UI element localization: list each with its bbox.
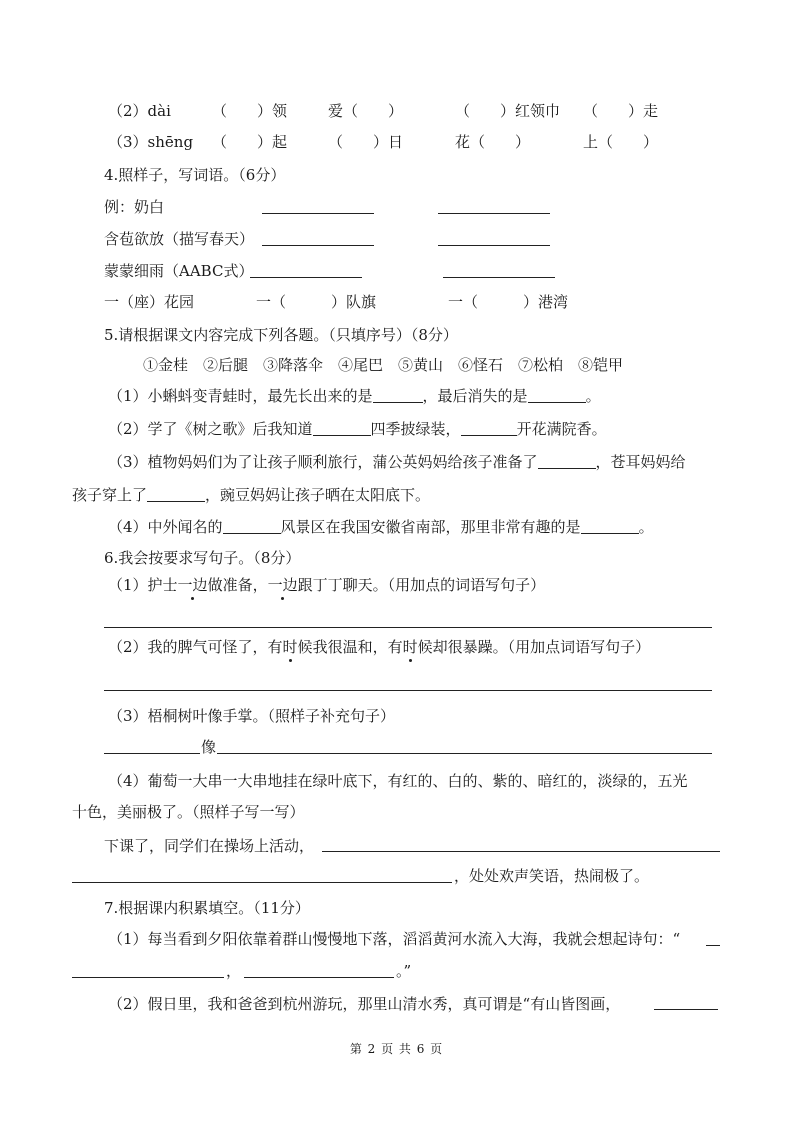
q5-s2-blank-2[interactable] bbox=[461, 421, 517, 436]
q5-s1-text-a: （1）小蝌蚪变青蛙时，最先长出来的是 bbox=[108, 387, 373, 405]
q4-line3c: 一（ ）港湾 bbox=[448, 293, 569, 311]
q5-s1-blank-1[interactable] bbox=[373, 388, 423, 403]
q5-s1-text-b: ，最后消失的是 bbox=[422, 387, 528, 405]
q6-s4-line1: （4）葡萄一大串一大串地挂在绿叶底下，有红的、白的、紫的、暗红的，淡绿的，五光 bbox=[108, 772, 688, 790]
q6-s2-dotted-2: 有时候 bbox=[387, 638, 433, 656]
q5-s2-text-c: 开花满院香。 bbox=[516, 420, 607, 438]
q3-row3-a: （ ）起 bbox=[212, 133, 288, 151]
q4-blank-3[interactable] bbox=[262, 244, 374, 246]
q6-s2-text-e: 却很暴躁。（用加点词语写句子） bbox=[432, 638, 651, 656]
q7-s2-line1: （2）假日里，我和爸爸到杭州游玩，那里山清水秀，真可谓是“有山皆图画， bbox=[108, 995, 621, 1013]
q6-s1-dotted-2: 一边 bbox=[267, 576, 298, 594]
q3-row3-c: 花（ ） bbox=[455, 133, 531, 151]
q5-s3-line2 bbox=[72, 484, 430, 506]
q6-s2-dotted-1: 有时候 bbox=[267, 638, 313, 656]
q7-s1-blank-2[interactable] bbox=[244, 976, 394, 978]
q6-s1 bbox=[108, 574, 545, 596]
q7-title: 7.根据课内积累填空。（11分） bbox=[104, 899, 310, 917]
q5-s2 bbox=[108, 418, 607, 440]
q7-s1-blank-1[interactable] bbox=[72, 976, 224, 978]
q5-s4-blank-2[interactable] bbox=[581, 519, 639, 534]
q6-s2-text-c: 我很温和， bbox=[312, 638, 388, 656]
q5-s3-text-c: 孩子穿上了 bbox=[72, 486, 148, 504]
q5-s3-line1 bbox=[108, 451, 686, 473]
q6-s1-dotted-1: 一边 bbox=[177, 576, 208, 594]
q3-row3-b: （ ）日 bbox=[328, 133, 404, 151]
q4-example: 例：奶白 bbox=[104, 198, 165, 216]
q4-blank-1[interactable] bbox=[262, 212, 374, 214]
q5-s3-text-a: （3）植物妈妈们为了让孩子顺利旅行，蒲公英妈妈给孩子准备了 bbox=[108, 453, 538, 471]
q6-s4-blank-1[interactable] bbox=[322, 850, 720, 852]
q4-line1: 含苞欲放（描写春天） bbox=[104, 230, 255, 248]
q6-s2-answer-line[interactable] bbox=[104, 689, 712, 691]
q5-s3-blank-1[interactable] bbox=[538, 454, 596, 469]
q4-line2: 蒙蒙细雨（AABC式） bbox=[104, 262, 254, 280]
q4-line3b: 一（ ）队旗 bbox=[256, 293, 377, 311]
q7-s1-line1: （1）每当看到夕阳依靠着群山慢慢地下落，滔滔黄河水流入大海，我就会想起诗句：“ bbox=[108, 930, 681, 948]
q5-s2-text-b: 四季披绿装， bbox=[370, 420, 461, 438]
page-footer: 第 2 页 共 6 页 bbox=[349, 1042, 444, 1056]
q6-s3-blank-1[interactable] bbox=[104, 752, 200, 754]
q6-s1-text-a: （1）护士 bbox=[108, 576, 178, 594]
q4-blank-5[interactable] bbox=[250, 276, 362, 278]
q5-s4-text-b: 风景区在我国安徽省南部，那里非常有趣的是 bbox=[280, 518, 581, 536]
q5-s1-text-c: 。 bbox=[585, 387, 601, 405]
q5-s4-blank-1[interactable] bbox=[223, 519, 281, 534]
q3-row2-d: （ ）走 bbox=[583, 102, 659, 120]
q4-blank-4[interactable] bbox=[438, 244, 550, 246]
q5-s4 bbox=[108, 516, 654, 538]
q5-s1 bbox=[108, 385, 601, 407]
q3-row2-c: （ ）红领巾 bbox=[455, 102, 561, 120]
q7-s1-comma: ， bbox=[226, 962, 242, 980]
q6-s3-blank-2[interactable] bbox=[217, 752, 712, 754]
q6-s2 bbox=[108, 636, 650, 658]
q5-s3-text-b: ，苍耳妈妈给 bbox=[595, 453, 686, 471]
q6-s3: （3）梧桐树叶像手掌。（照样子补充句子） bbox=[108, 707, 396, 725]
q5-s2-blank-1[interactable] bbox=[313, 421, 371, 436]
q6-s1-answer-line[interactable] bbox=[104, 626, 712, 628]
q6-s4-blank-2[interactable] bbox=[72, 881, 452, 883]
q7-s1-blank-0[interactable] bbox=[706, 944, 720, 946]
q3-row3-label: （3）shēng bbox=[108, 133, 194, 151]
q5-options: ①金桂 ②后腿 ③降落伞 ④尾巴 ⑤黄山 ⑥怪石 ⑦松柏 ⑧铠甲 bbox=[143, 356, 624, 374]
q6-s4-line2: 十色，美丽极了。（照样子写一写） bbox=[72, 803, 305, 821]
q5-s3-blank-2[interactable] bbox=[147, 487, 205, 502]
q5-s2-text-a: （2）学了《树之歌》后我知道 bbox=[108, 420, 313, 438]
q7-s2-blank-1[interactable] bbox=[654, 1008, 718, 1010]
q6-s2-text-a: （2）我的脾气可怪了， bbox=[108, 638, 268, 656]
q3-row3-d: 上（ ） bbox=[583, 133, 659, 151]
q5-s1-blank-2[interactable] bbox=[528, 388, 586, 403]
q3-row2-b: 爱（ ） bbox=[328, 102, 404, 120]
q5-s4-text-a: （4）中外闻名的 bbox=[108, 518, 223, 536]
q4-blank-6[interactable] bbox=[443, 276, 555, 278]
q7-s1-end: 。” bbox=[396, 962, 412, 980]
q6-s3-xiang: 像 bbox=[201, 738, 217, 756]
q3-row2-a: （ ）领 bbox=[212, 102, 288, 120]
q5-s4-text-c: 。 bbox=[638, 518, 654, 536]
q5-title: 5.请根据课文内容完成下列各题。（只填序号）（8分） bbox=[104, 326, 458, 344]
q4-blank-2[interactable] bbox=[438, 212, 550, 214]
q6-s1-text-e: 跟丁丁聊天。（用加点的词语写句子） bbox=[297, 576, 546, 594]
q6-s4-line3: 下课了，同学们在操场上活动， bbox=[104, 837, 315, 855]
q6-s4-line4: ，处处欢声笑语，热闹极了。 bbox=[454, 867, 650, 885]
q6-s1-text-c: 做准备， bbox=[207, 576, 268, 594]
q4-title: 4.照样子，写词语。（6分） bbox=[104, 166, 286, 184]
q4-line3a: 一（座）花园 bbox=[104, 293, 195, 311]
q6-title: 6.我会按要求写句子。（8分） bbox=[104, 549, 301, 567]
q5-s3-text-d: ，豌豆妈妈让孩子晒在太阳底下。 bbox=[205, 486, 431, 504]
q3-row2-label: （2）dài bbox=[108, 102, 171, 120]
